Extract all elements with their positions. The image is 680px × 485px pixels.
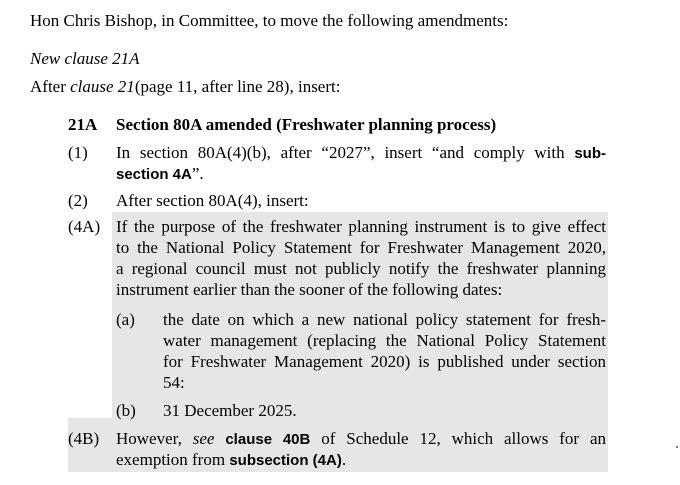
intro-line: Hon Chris Bishop, in Committee, to move the following amendments: [30,11,509,30]
subsection-4b-line-1 [116,428,606,450]
margin-dot [676,446,678,448]
subsection-4a-reference: subsection (4A) [229,452,342,469]
section-title: Section 80A amended (Freshwater planning process) [116,115,497,134]
subsection-4a-reference: section 4A [116,166,192,183]
subsection-2-text: After section 80A(4), insert: [116,191,309,210]
clause-40b-reference: clause 40B [225,431,311,448]
insert-prefix: After [30,77,71,96]
paragraph-a-line: water management (replacing the National Policy Statement [163,331,606,350]
subsection-4b-see: see [192,429,215,448]
paragraph-a-number: (a) [116,310,135,329]
subsection-4b-end: . [341,450,347,469]
subsection-1-line-2 [116,163,204,185]
insert-suffix: (page 11, after line 28), insert: [134,77,341,96]
subsection-1-bold: sub- [574,145,606,162]
subsection-1-number: (1) [68,143,88,162]
paragraph-a-line: the date on which a new national policy statement for fresh- [163,310,606,329]
paragraph-a-line: 54: [163,373,185,392]
paragraph-b-number: (b) [116,401,136,420]
subsection-4a-number: (4A) [68,217,101,236]
subsection-1-text: In section 80A(4)(b), after “2027”, insert “and comply with [116,143,565,162]
paragraph-a-line: for Freshwater Management 2020) is published under section [163,352,606,371]
subsection-4b-line-2 [116,449,346,471]
subsection-1-end: ”. [191,164,204,183]
subsection-4a-line: instrument earlier than the sooner of the following dates: [116,280,503,299]
subsection-1-line-1 [116,142,606,164]
clause-reference: clause 21 [70,77,135,96]
subsection-2-number: (2) [68,191,88,210]
subsection-4b-rest: of Schedule 12, which allows for an [321,429,606,448]
subsection-4b-number: (4B) [68,429,100,448]
subsection-4b-exemption: exemption from [116,450,226,469]
subsection-4a-line: If the purpose of the freshwater planning instrument is to give effect [116,217,606,236]
subsection-4a-line: a regional council must not publicly notify the freshwater planning [116,259,606,278]
paragraph-b-text: 31 December 2025. [163,401,297,420]
new-clause-heading: New clause 21A [30,49,140,68]
insert-instruction [30,76,340,97]
subsection-4b-however: However, [116,429,182,448]
section-number: 21A [68,115,98,134]
subsection-4a-line: to the National Policy Statement for Freshwater Management 2020, [116,238,606,257]
